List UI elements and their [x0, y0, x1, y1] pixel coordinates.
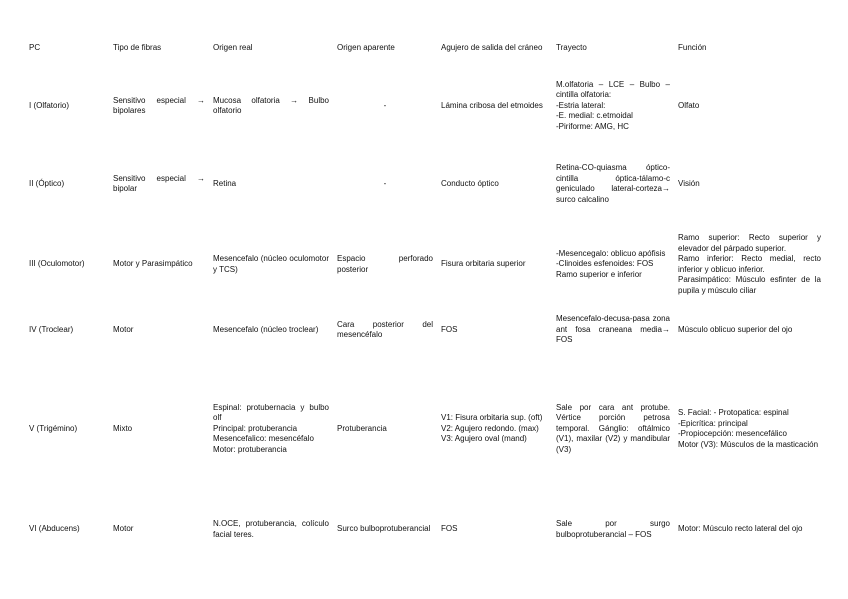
cell-origen-real: Mesencefalo (núcleo oculomotor y TCS)	[213, 254, 329, 274]
cell-funcion	[674, 355, 825, 503]
table-row	[25, 144, 825, 224]
header-agujero: Agujero de salida del cráneo	[441, 42, 543, 52]
trayecto-line: -E. medial: c.etmoidal	[556, 111, 633, 121]
cell-funcion: Visión	[678, 178, 700, 188]
cell-origen-aparente: -	[383, 178, 387, 188]
funcion-line: Ramo superior: Recto superior y elevador del párpado superior.	[678, 233, 821, 253]
agujero-line: V1: Fisura orbitaria sup. (oft)	[441, 413, 543, 423]
cell-origen-real: N.OCE, protuberancia, colículo facial teres.	[213, 519, 329, 539]
table-row	[25, 355, 825, 503]
cell-pc: III (Oculomotor)	[29, 259, 85, 269]
cell-trayecto	[552, 305, 674, 355]
cell-funcion: Músculo oblicuo superior del ojo	[678, 324, 793, 334]
cell-agujero: Fisura orbitaria superior	[441, 259, 526, 269]
cell-fibras: Motor	[113, 324, 134, 334]
cell-trayecto	[552, 224, 674, 305]
cell-origen-aparente: Protuberancia	[337, 423, 387, 433]
trayecto-line: -Clinoides esfenoides: FOS	[556, 259, 654, 269]
cell-pc: II (Óptico)	[29, 178, 65, 188]
cell-funcion: Motor: Músculo recto lateral del ojo	[678, 524, 803, 534]
cell-funcion	[674, 224, 825, 305]
cell-origen-aparente: Surco bulboprotuberancial	[337, 524, 431, 534]
header-origen-aparente: Origen aparente	[337, 42, 395, 52]
funcion-line: -Propiocepción: mesencefálico	[678, 429, 787, 438]
trayecto-line: -Estria lateral:	[556, 100, 606, 110]
cell-fibras: Sensitivo especial → bipolares	[113, 95, 205, 115]
header-pc: PC	[29, 42, 41, 52]
agujero-line: V3: Agujero oval (mand)	[441, 434, 527, 444]
cell-fibras: Sensitivo especial → bipolar	[113, 173, 205, 193]
funcion-line: -Epicrítica: principal	[678, 418, 748, 428]
cell-fibras: Mixto	[113, 423, 133, 433]
trayecto-line: Ramo superior e inferior	[556, 269, 642, 279]
header-row	[25, 28, 825, 68]
header-tipo-fibras: Tipo de fibras	[113, 42, 162, 52]
trayecto-line: M.olfatoria – LCE – Bulbo – cintilla olfatoria:	[556, 79, 670, 100]
origen-real-line: Motor: protuberancia	[213, 444, 287, 454]
header-trayecto: Trayecto	[556, 42, 587, 52]
cell-pc: IV (Troclear)	[29, 324, 74, 334]
funcion-line: Parasimpático: Músculo esfinter de la pupila y músculo ciliar	[678, 275, 821, 295]
table-row	[25, 305, 825, 355]
trayecto-line: Retina-CO-quiasma óptico-cintilla óptica-tálamo-c geniculado lateral-corteza→ surco calcalino	[556, 163, 670, 204]
funcion-line: S. Facial: - Protopatica: espinal	[678, 408, 789, 417]
cell-funcion: Olfato	[678, 100, 700, 110]
cell-trayecto	[552, 503, 674, 556]
cell-agujero: Conducto óptico	[441, 178, 499, 188]
origen-real-line: Principal: protuberancia	[213, 423, 298, 433]
trayecto-line: -Piriforme: AMG, HC	[556, 121, 629, 131]
cell-origen-aparente: Espacio perforado posterior	[337, 254, 433, 274]
agujero-line: V2: Agujero redondo. (max)	[441, 423, 539, 433]
trayecto-line: Sale por surgo bulboprotuberancial – FOS	[556, 519, 670, 539]
cell-trayecto	[552, 144, 674, 224]
cell-fibras: Motor y Parasimpático	[113, 259, 193, 269]
cell-origen-aparente: Cara posterior del mesencéfalo	[337, 319, 433, 339]
cell-agujero: FOS	[441, 524, 458, 534]
cell-trayecto	[552, 68, 674, 144]
cranial-nerves-table	[25, 28, 825, 556]
trayecto-line: -Mesencegalo: oblicuo apófisis	[556, 248, 666, 258]
cell-agujero: FOS	[441, 324, 458, 334]
cell-pc: VI (Abducens)	[29, 524, 80, 534]
trayecto-line: Mesencefalo-decusa-pasa zona ant fosa craneana media→ FOS	[556, 314, 670, 345]
cell-origen-real	[209, 355, 333, 503]
origen-real-line: Mesencefalico: mesencéfalo	[213, 434, 314, 444]
header-origen-real: Origen real	[213, 42, 253, 52]
cell-origen-real: Retina	[213, 178, 237, 188]
cell-pc: I (Olfatorio)	[29, 100, 70, 110]
cell-agujero	[437, 355, 552, 503]
cell-trayecto	[552, 355, 674, 503]
table-row	[25, 224, 825, 305]
cell-pc: V (Trigémino)	[29, 423, 78, 433]
cell-origen-real: Mucosa olfatoria → Bulbo olfatorio	[213, 95, 329, 115]
funcion-line: Ramo inferior: Recto medial, recto inferior y oblicuo inferior.	[678, 254, 821, 274]
funcion-line: Motor (V3): Músculos de la masticación	[678, 439, 819, 449]
cell-origen-aparente: -	[383, 100, 387, 110]
cell-agujero: Lámina cribosa del etmoides	[441, 100, 543, 110]
table-row	[25, 503, 825, 556]
origen-real-line: Espinal: protubernacia y bulbo olf	[213, 402, 329, 423]
trayecto-line: Sale por cara ant protube. Vértice porción petrosa temporal. Gánglio: oftálmico (V1), maxilar (V2) y mandibular (V3)	[556, 402, 670, 454]
cell-origen-real: Mesencefalo (núcleo troclear)	[213, 324, 319, 334]
table-row	[25, 68, 825, 144]
cell-fibras: Motor	[113, 524, 134, 534]
header-funcion: Función	[678, 42, 707, 52]
